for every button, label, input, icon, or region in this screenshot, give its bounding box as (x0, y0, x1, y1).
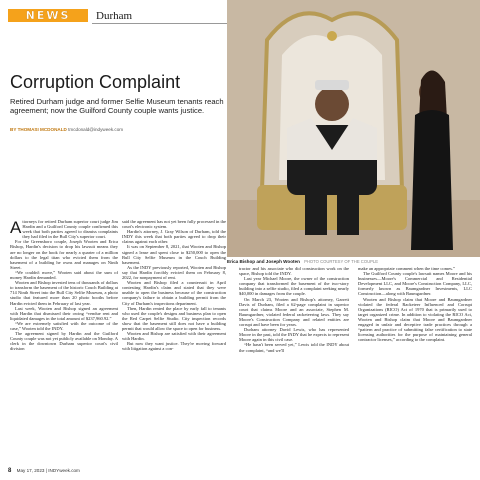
body-paragraph: On March 23, Wooten and Bishop's attorney, Garrett Davis of Durham, filed a 62-page complaint in superior court that claims Moore and an associate, Stephen M. Baumgardner, violated federal racketeering laws. They say Moore's Construction Company and related entities are corrupt and have been for years. (239, 296, 349, 328)
body-paragraph: As the INDY previously reported, Wooten and Bishop say that Hardin forcibly evicted them on February 8, 2022, for nonpayment of rent. (122, 264, 226, 281)
page-footer: 8 May 17, 2023 | INDYweek.com (8, 468, 80, 474)
body-paragraph: said the agreement has not yet been fully processed in the court's electronic system. (122, 219, 226, 230)
body-paragraph: make an appropriate comment when the time comes.” (358, 266, 455, 271)
caption-names: Erica Bishop and Joseph Wooten (227, 259, 300, 264)
news-badge (8, 9, 88, 22)
section-label: Durham (96, 10, 133, 22)
photo-illustration (227, 0, 480, 257)
drop-cap: A (10, 218, 22, 237)
byline-author: BY THOMASI MCDONALD (10, 127, 67, 132)
body-paragraph: Durham attorney David Lewis, who has represented Moore in the past, told the INDY that he expects to represent Moore again in this civil case. (239, 327, 349, 343)
body-paragraph: Wooten and Bishop invested tens of thousands of dollars to transform the basement of the historic Couch Building at 714 Ninth Street into the Bull City Selfie Museum, a photo studio that featured more than 20 photo booths before Hardin evicted them in February of last year. (10, 280, 118, 306)
byline-email: tmcdonald@indyweek.com (68, 127, 124, 132)
body-paragraph: ttorneys for retired Durham superior court judge Jim Hardin and a Guilford County couple confirmed this week that both parties agreed to dismiss complaints they had filed in the Bull City's superior court. (22, 219, 118, 240)
headline: Corruption Complaint (10, 72, 181, 92)
body-paragraph: “He hasn't been served yet,” Lewis told the INDY about the complaint, “and we'll (239, 342, 349, 353)
body-paragraph: It was on September 8, 2021, that Wooten and Bishop signed a lease and spent close to $250,000 to open the Bull City Selfie Museum in the Couch Building basement. (122, 244, 226, 265)
body-paragraph: Wooten and Bishop filed a countersuit in April contesting Hardin's claim and stated that they were unable to open the business because of the construction company's failure to obtain a building permit from the City of Durham's inspections department. (122, 280, 226, 306)
caption-credit: PHOTO COURTESY OF THE COUPLE (304, 259, 379, 264)
body-paragraph: Wooten and Bishop are satisfied with their agreement with Hardin. (122, 331, 226, 342)
deck: Retired Durham judge and former Selfie Museum tenants reach agreement; now the Guilford County couple wants justice. (10, 97, 224, 116)
body-paragraph: Then, Hardin rented the place by early fall to tenants who used the couple's designs and business plan to open the Red Carpet Selfie Studio. City inspection records show that the basement still does not have a building permit that would allow the space to open for business. (122, 305, 226, 331)
body-paragraph: But now they want justice. They're moving forward with litigation against a con- (122, 341, 226, 352)
issue-date: May 17, 2023 (16, 468, 45, 473)
body-paragraph: The Guilford County couple's lawsuit names Moore and his businesses—Moore's Commercial and Residential Development LLC, and Moore's Construction Company, LLC, formerly known as Baumgardner Investments, LLC Construction—along with Baumgardner. (358, 271, 472, 297)
body-paragraph: Last year Michael Moore, the owner of the construction company that transformed the basement of the two-story building into a selfie studio, filed a complaint seeking nearly $40,000 in damages from the couple. (239, 276, 349, 297)
photo-caption (227, 259, 480, 264)
page-number: 8 (8, 468, 12, 474)
feature-photo (227, 0, 480, 257)
body-paragraph: Hardin's attorney, J. Gray Wilson of Durham, told the INDY this week that both parties agreed to drop their claims against each other. (122, 229, 226, 245)
body-column-4 (358, 266, 472, 342)
body-paragraph: Last week, Wooten and Bishop signed an agreement with Hardin that dismissed their owing “vendue rent and liquidated damages in the total amount of $237,960.92.” (10, 305, 118, 321)
site-name: INDYweek.com (48, 468, 80, 473)
body-paragraph: “We are extremely satisfied with the outcome of the case,” Wooten told the INDY. (10, 320, 118, 331)
body-paragraph: The agreement signed by Hardin and the Guilford County couple was not yet publicly available on Monday. A clerk in the downtown Durham superior court's civil division (10, 331, 118, 352)
body-paragraph: tractor and his associate who did construction work on the space, Bishop told the INDY. (239, 266, 349, 277)
body-paragraph: “We couldn't move,” Wooten said about the sum of money Hardin demanded. (10, 269, 118, 281)
body-column-1 (10, 219, 118, 351)
body-paragraph: Wooten and Bishop claim that Moore and Baumgardner violated the federal Racketeer Influenced and Corrupt Organizations (RICO) Act of 1970 that is primarily used to target organized crime. In addition to violating the RICO Act, Wooten and Bishop claim that Moore and Baumgardner engaged in unfair and deceptive trade practices through a “pattern and practice of submitting false certification to state licensing authorities for the purpose of maintaining general contractor licenses,” according to the complaint. (358, 296, 472, 343)
body-paragraph: For the Greensboro couple, Joseph Wooten and Erica Bishop, Hardin's decision to drop his lawsuit means they are no longer on the hook for nearly a quarter of a million dollars to the legal titan who evicted them from the basement of a building he owns and manages on Ninth Street. (10, 239, 118, 270)
body-column-2 (122, 219, 226, 351)
body-column-3 (239, 266, 349, 353)
news-badge-label: NEWS (25, 9, 71, 22)
byline (10, 127, 224, 132)
